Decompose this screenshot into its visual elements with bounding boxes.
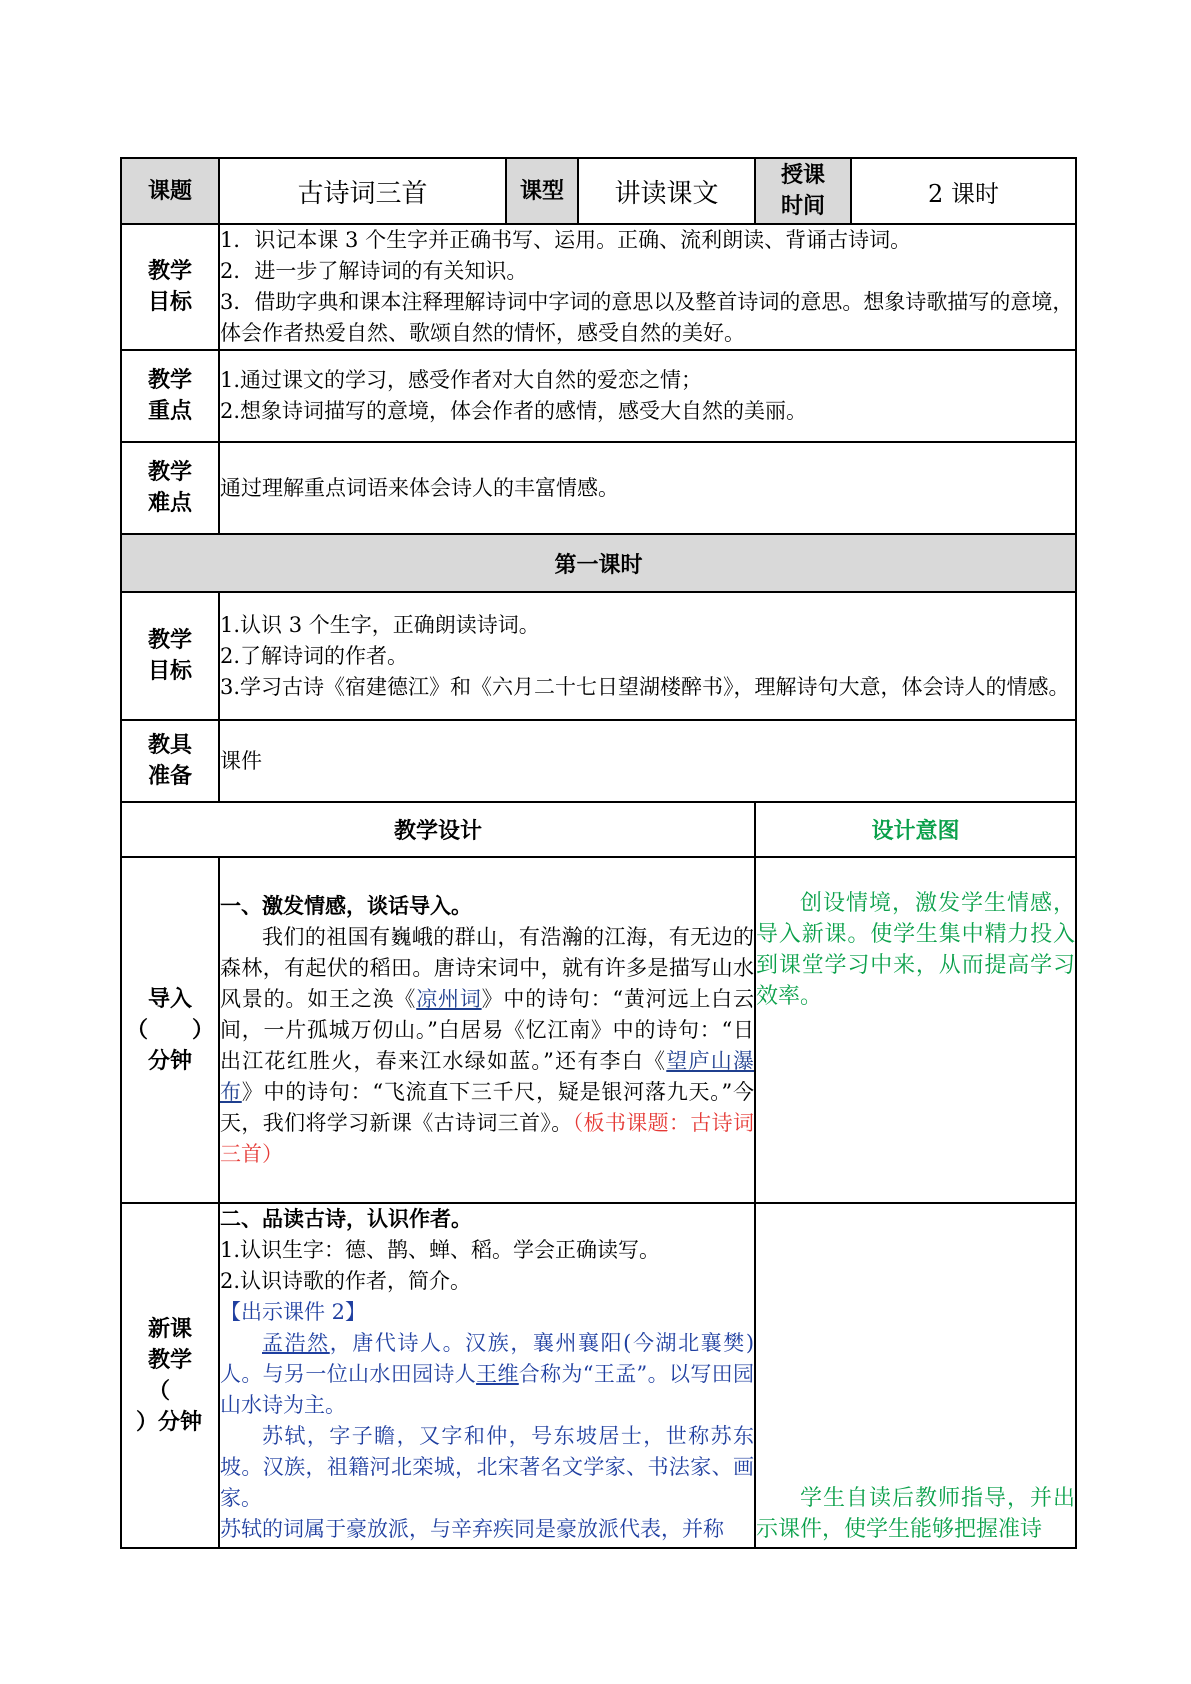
- new-lesson-label: 新课 教学 （ ）分钟: [121, 1203, 219, 1548]
- objectives-label: 教学目标: [121, 224, 219, 350]
- key-point-item: 1.通过课文的学习，感受作者对大自然的爱恋之情；: [220, 368, 703, 392]
- design-header: 教学设计: [121, 802, 755, 857]
- topic-label: 课题: [121, 158, 219, 224]
- objective-item: 3．借助字典和课本注释理解诗词中字词的意思以及整首诗词的意思。想象诗歌描写的意境，体会作者热爱自然、歌颂自然的情怀，感受自然的美好。: [220, 290, 1074, 345]
- lesson1-objective-item: 2.了解诗词的作者。: [220, 643, 409, 668]
- su-intro: 苏轼，字子瞻，又字和仲，号东坡居士，世称苏东坡。汉族，祖籍河北栾城，北宋著名文学家、书法家、画家。: [220, 1424, 754, 1510]
- type-label: 课型: [506, 158, 578, 224]
- intro-content: [219, 857, 755, 1203]
- tools-content: 课件: [219, 720, 1076, 802]
- time-value: 2 课时: [851, 158, 1076, 224]
- key-points-label: 教学重点: [121, 350, 219, 442]
- objectives-content: [219, 224, 1076, 350]
- intro-paragraph: 我们的祖国有巍峨的群山，有浩瀚的江海，有无边的森林，有起伏的稻田。唐诗宋词中，就有许多是描写山水风景的。如王之涣《凉州词》中的诗句：“黄河远上白云间，一片孤城万仞山。”白居易《忆江南》中的诗句：“日出江花红胜火，春来江水绿如蓝。”还有李白《望庐山瀑布》中的诗句：“飞流直下三千尺，疑是银河落九天。”今天，我们将学习新课《古诗词三首》。（板书课题：古诗词三首）: [220, 924, 755, 1166]
- new-lesson-intent: 学生自读后教师指导，并出示课件，使学生能够把握准诗: [755, 1203, 1076, 1548]
- lesson1-objectives-label: 教学目标: [121, 592, 219, 720]
- section-title: 第一课时: [121, 534, 1076, 592]
- new-lesson-heading: 二、品读古诗，认识作者。: [220, 1207, 472, 1231]
- show-courseware: 【出示课件 2】: [220, 1300, 367, 1324]
- board-note: （板书课题：古诗词三首）: [220, 1110, 755, 1166]
- intent-header: 设计意图: [755, 802, 1076, 857]
- new-lesson-content: [219, 1203, 755, 1548]
- objective-item: 2．进一步了解诗词的有关知识。: [220, 259, 528, 283]
- intro-label: 导入 （ ） 分钟: [121, 857, 219, 1203]
- type-value: 讲读课文: [578, 158, 755, 224]
- key-points-content: [219, 350, 1076, 442]
- tools-label: 教具准备: [121, 720, 219, 802]
- key-point-item: 2.想象诗词描写的意境，体会作者的感情，感受大自然的美丽。: [220, 399, 808, 423]
- su-school: 苏轼的词属于豪放派，与辛弃疾同是豪放派代表，并称: [220, 1517, 724, 1541]
- difficulty-content: 通过理解重点词语来体会诗人的丰富情感。: [219, 442, 1076, 534]
- wang-name: 王维: [476, 1362, 519, 1386]
- objective-item: 1．识记本课 3 个生字并正确书写、运用。正确、流利朗读、背诵古诗词。: [220, 228, 912, 252]
- wanglushan-link[interactable]: 望庐山瀑布: [220, 1048, 755, 1104]
- new-lesson-item: 2.认识诗歌的作者，简介。: [220, 1269, 472, 1293]
- lesson1-objectives-content: [219, 592, 1076, 720]
- intro-heading: 一、激发情感，谈话导入。: [220, 893, 472, 918]
- time-label: 授课时间: [755, 158, 851, 224]
- meng-name: 孟浩然: [262, 1331, 330, 1355]
- liangzhouci-link[interactable]: 凉州词: [416, 986, 482, 1011]
- lesson1-objective-item: 3.学习古诗《宿建德江》和《六月二十七日望湖楼醉书》，理解诗句大意，体会诗人的情感。: [220, 674, 1070, 699]
- topic-value: 古诗词三首: [219, 158, 506, 224]
- lesson1-objective-item: 1.认识 3 个生字，正确朗读诗词。: [220, 612, 540, 637]
- difficulty-label: 教学难点: [121, 442, 219, 534]
- meng-intro: 孟浩然，唐代诗人。汉族，襄州襄阳(今湖北襄樊)人。与另一位山水田园诗人王维合称为“王孟”。以写田园山水诗为主。: [220, 1331, 755, 1417]
- intro-intent: 创设情境，激发学生情感，导入新课。使学生集中精力投入到课堂学习中来，从而提高学习效率。: [755, 857, 1076, 1203]
- new-lesson-item: 1.认识生字：德、鹊、蝉、稻。学会正确读写。: [220, 1238, 661, 1262]
- lesson-plan-table: [120, 157, 1077, 1549]
